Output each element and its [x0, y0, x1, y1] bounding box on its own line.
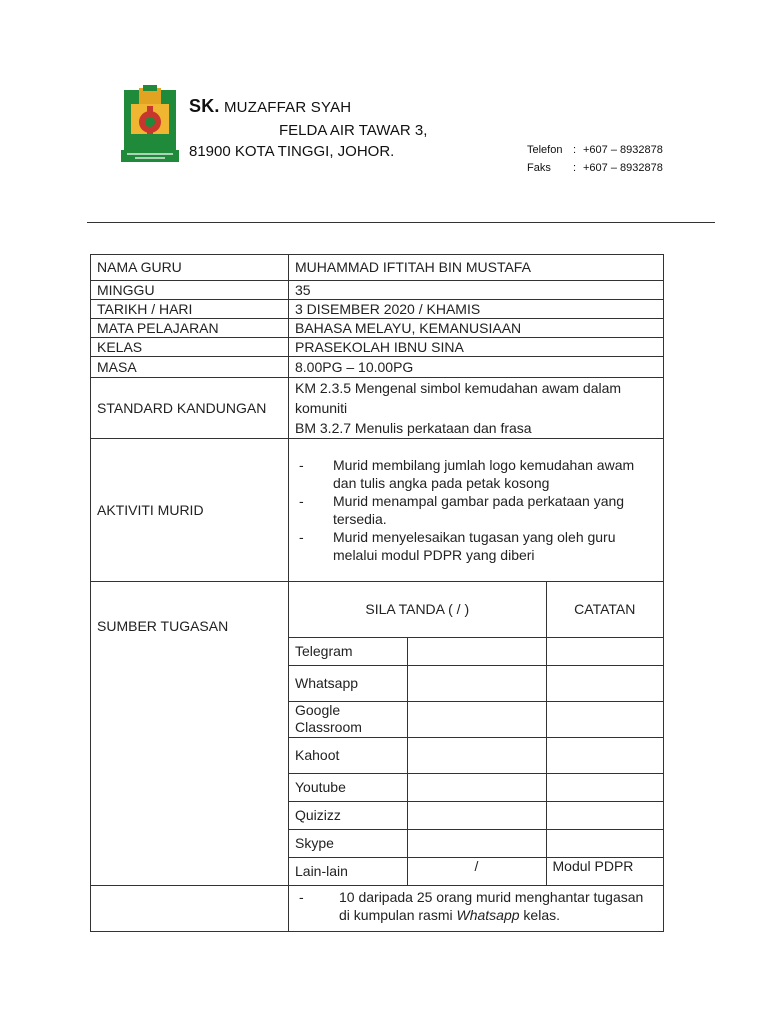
fax-label: Faks — [527, 162, 551, 174]
platform-tanda[interactable] — [407, 665, 546, 701]
platform-name: Telegram — [289, 637, 407, 665]
refleksi-suffix: kelas. — [519, 907, 561, 923]
refleksi-item — [295, 888, 657, 924]
platform-row-telegram — [289, 637, 663, 665]
label-nama-guru: NAMA GURU — [91, 255, 289, 281]
row-kelas — [91, 338, 664, 357]
platform-tanda[interactable] — [407, 637, 546, 665]
platform-catatan[interactable] — [546, 773, 663, 801]
school-crest-logo — [121, 84, 179, 162]
platform-catatan[interactable] — [546, 701, 663, 737]
platform-tanda[interactable]: / — [407, 857, 546, 885]
label-refleksi — [91, 886, 289, 932]
platform-row-quizizz — [289, 801, 663, 829]
platform-row-whatsapp — [289, 665, 663, 701]
platform-name: Skype — [289, 829, 407, 857]
row-tarikh — [91, 300, 664, 319]
row-aktiviti — [91, 439, 664, 582]
platform-row-google-classroom — [289, 701, 663, 737]
fax-sep: : — [573, 162, 577, 174]
school-name-text: MUZAFFAR SYAH — [223, 99, 352, 116]
platform-tanda[interactable] — [407, 829, 546, 857]
school-name — [189, 96, 351, 117]
value-masa: 8.00PG – 10.00PG — [289, 357, 664, 378]
phone-sep: : — [573, 144, 577, 156]
platform-name: Kahoot — [289, 737, 407, 773]
platform-name: Whatsapp — [289, 665, 407, 701]
header-catatan: CATATAN — [546, 582, 663, 637]
activity-item: - Murid menampal gambar pada perkataan yang tersedia. — [295, 492, 657, 528]
value-minggu: 35 — [289, 281, 664, 300]
platform-name: Lain-lain — [289, 857, 407, 885]
platform-name: Google Classroom — [289, 701, 407, 737]
standard-line-1: KM 2.3.5 Mengenal simbol kemudahan awam dalam komuniti — [295, 380, 622, 416]
school-prefix: SK. — [189, 96, 220, 116]
phone-value: +607 – 8932878 — [583, 144, 663, 156]
sumber-grid-cell — [289, 582, 664, 886]
label-mata-pelajaran: MATA PELAJARAN — [91, 319, 289, 338]
platform-catatan[interactable] — [546, 801, 663, 829]
header-tanda: SILA TANDA ( / ) — [289, 582, 546, 637]
refleksi-list — [295, 888, 657, 924]
activity-item: - Murid membilang jumlah logo kemudahan awam dan tulis angka pada petak kosong — [295, 456, 657, 492]
platform-catatan[interactable] — [546, 737, 663, 773]
platform-name: Youtube — [289, 773, 407, 801]
label-sumber: SUMBER TUGASAN — [91, 582, 289, 886]
sumber-header-row — [289, 582, 663, 637]
row-minggu — [91, 281, 664, 300]
activity-list — [295, 456, 657, 564]
platform-row-lain-lain — [289, 857, 663, 885]
platform-row-skype — [289, 829, 663, 857]
platform-row-youtube — [289, 773, 663, 801]
label-minggu: MINGGU — [91, 281, 289, 300]
row-mata-pelajaran — [91, 319, 664, 338]
platform-tanda[interactable] — [407, 701, 546, 737]
header-divider — [87, 222, 715, 223]
row-nama-guru — [91, 255, 664, 281]
row-refleksi — [91, 886, 664, 932]
platform-catatan[interactable]: Modul PDPR — [546, 857, 663, 885]
platform-tanda[interactable] — [407, 801, 546, 829]
refleksi-text: 10 daripada 25 orang murid menghantar tugasan di kumpulan rasmi — [339, 889, 644, 923]
address-line-1: FELDA AIR TAWAR 3, — [279, 122, 428, 139]
value-refleksi — [289, 886, 664, 932]
lesson-table — [90, 254, 664, 932]
fax-value: +607 – 8932878 — [583, 162, 663, 174]
phone-label: Telefon — [527, 144, 563, 156]
platform-row-kahoot — [289, 737, 663, 773]
value-aktiviti — [289, 439, 664, 582]
refleksi-emph: Whatsapp — [456, 907, 520, 923]
value-mata-pelajaran: BAHASA MELAYU, KEMANUSIAAN — [289, 319, 664, 338]
label-tarikh: TARIKH / HARI — [91, 300, 289, 319]
row-masa — [91, 357, 664, 378]
platform-catatan[interactable] — [546, 665, 663, 701]
value-standard — [289, 378, 664, 439]
platform-tanda[interactable] — [407, 737, 546, 773]
sumber-grid — [289, 582, 663, 885]
label-masa: MASA — [91, 357, 289, 378]
label-standard: STANDARD KANDUNGAN — [91, 378, 289, 439]
platform-name: Quizizz — [289, 801, 407, 829]
platform-catatan[interactable] — [546, 637, 663, 665]
activity-item: - Murid menyelesaikan tugasan yang oleh guru melalui modul PDPR yang diberi — [295, 528, 657, 564]
label-kelas: KELAS — [91, 338, 289, 357]
value-nama-guru: MUHAMMAD IFTITAH BIN MUSTAFA — [289, 255, 664, 281]
label-aktiviti: AKTIVITI MURID — [91, 439, 289, 582]
platform-catatan[interactable] — [546, 829, 663, 857]
row-standard — [91, 378, 664, 439]
row-sumber — [91, 582, 664, 886]
standard-line-2: BM 3.2.7 Menulis perkataan dan frasa — [295, 420, 532, 436]
address-line-2: 81900 KOTA TINGGI, JOHOR. — [189, 143, 395, 160]
value-tarikh: 3 DISEMBER 2020 / KHAMIS — [289, 300, 664, 319]
value-kelas: PRASEKOLAH IBNU SINA — [289, 338, 664, 357]
platform-tanda[interactable] — [407, 773, 546, 801]
